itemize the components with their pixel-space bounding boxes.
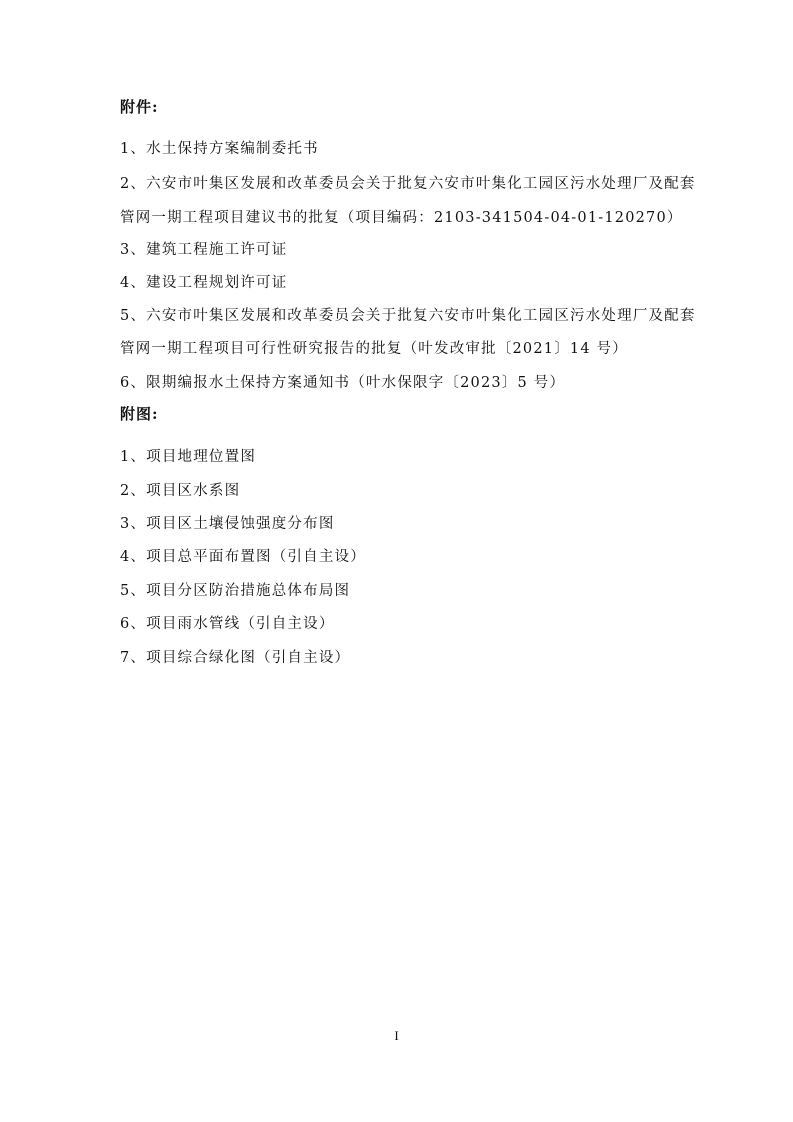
attachment-item-5-line-1: 5、六安市叶集区发展和改革委员会关于批复六安市叶集化工园区污水处理厂及配套 [120,308,696,324]
attachment-item-6: 6、限期编报水土保持方案通知书（叶水保限字〔2023〕5 号） [120,375,566,391]
attachment-item-2-line-1: 2、六安市叶集区发展和改革委员会关于批复六安市叶集化工园区污水处理厂及配套 [120,176,696,192]
figure-item-2: 2、项目区水系图 [120,483,241,499]
figure-item-7: 7、项目综合绿化图（引自主设） [120,650,351,666]
attachments-heading: 附件: [120,98,159,116]
figure-item-4: 4、项目总平面布置图（引自主设） [120,549,366,565]
attachment-item-2-line-2: 管网一期工程项目建议书的批复（项目编码：2103-341504-04-01-120270） [120,210,683,226]
figure-item-6: 6、项目雨水管线（引自主设） [120,616,335,632]
attachment-item-4: 4、建设工程规划许可证 [120,275,288,291]
attachment-item-1: 1、水土保持方案编制委托书 [120,141,319,157]
figure-item-1: 1、项目地理位置图 [120,449,257,465]
figure-item-3: 3、项目区土壤侵蚀强度分布图 [120,516,335,532]
page-number: I [394,1028,399,1043]
figures-heading: 附图: [120,405,159,423]
attachment-item-5-line-2: 管网一期工程项目可行性研究报告的批复（叶发改审批〔2021〕14 号） [120,341,628,357]
figure-item-5: 5、项目分区防治措施总体布局图 [120,583,351,599]
attachment-item-3: 3、建筑工程施工许可证 [120,242,288,258]
